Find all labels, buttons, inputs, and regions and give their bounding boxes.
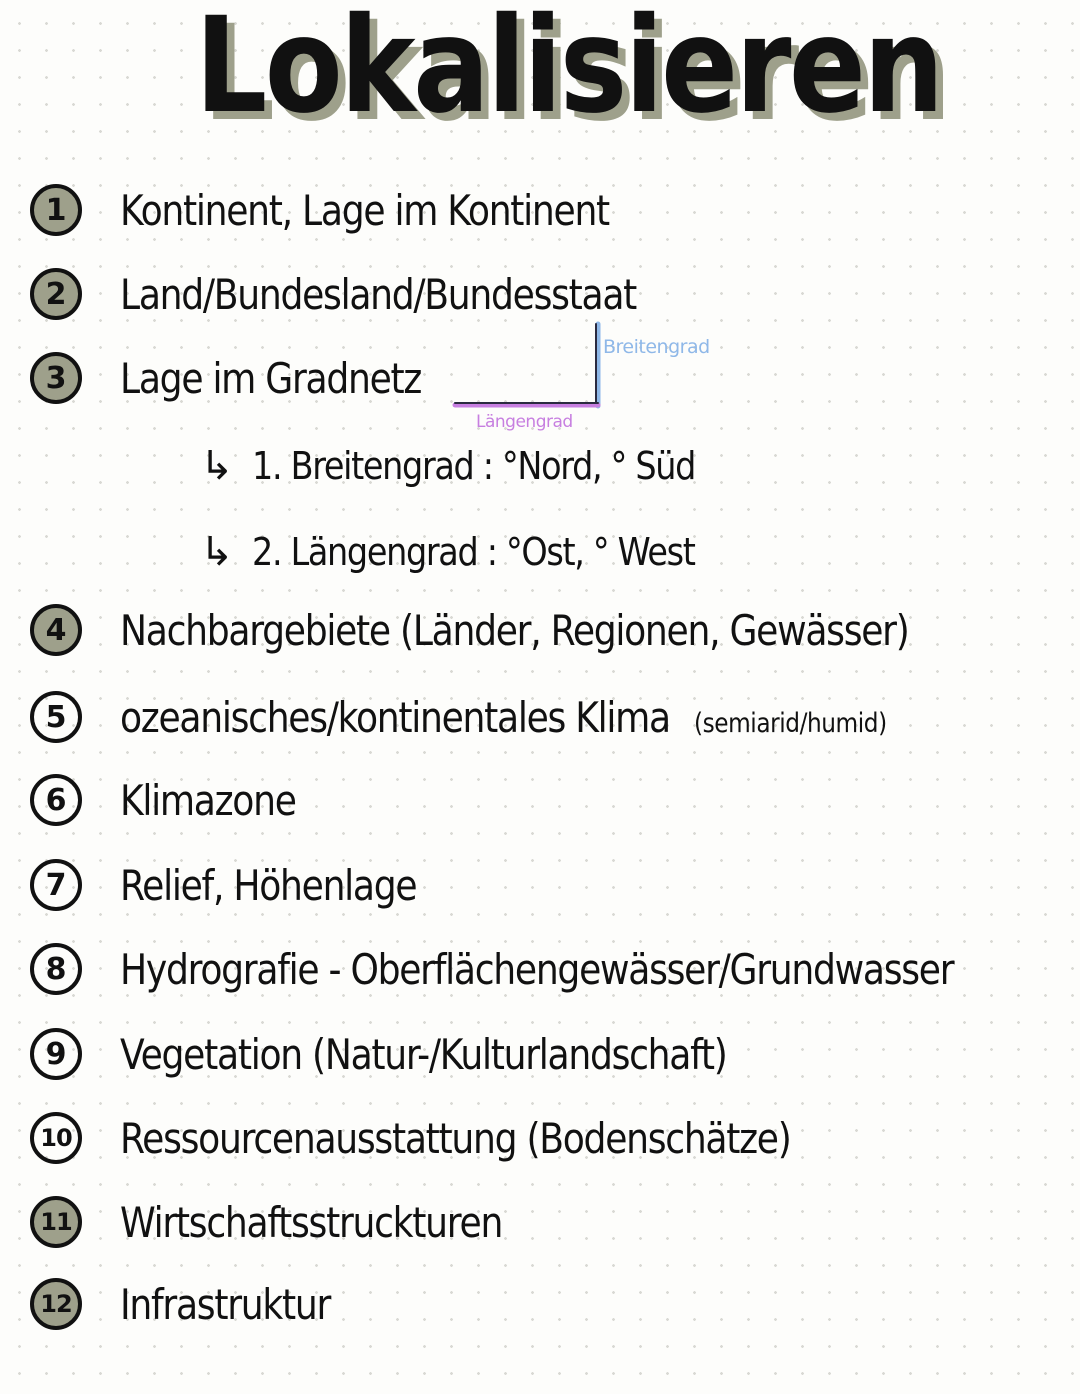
sub-item xyxy=(200,522,754,582)
list-item-label: Nachbargebiete (Länder, Regionen, Gewässer) xyxy=(120,605,909,655)
number-badge: 4 xyxy=(30,604,82,656)
sub-item xyxy=(200,436,755,496)
list-item xyxy=(30,1190,564,1254)
list-item-label: Vegetation (Natur-/Kulturlandschaft) xyxy=(120,1029,727,1079)
list-item-label: Klimazone xyxy=(120,775,296,825)
number-badge: 5 xyxy=(30,691,82,743)
number-badge: 1 xyxy=(30,184,82,236)
list-item xyxy=(30,937,1080,1001)
list-item-label: Kontinent, Lage im Kontinent xyxy=(120,185,609,235)
number-badge: 10 xyxy=(30,1112,82,1164)
list-item-text: ozeanisches/kontinentales Klima xyxy=(120,692,670,742)
page-title: Lokalisieren xyxy=(195,0,942,143)
list-item xyxy=(30,685,1012,749)
number-badge: 12 xyxy=(30,1278,82,1330)
list-item-label: Lage im Gradnetz xyxy=(120,353,422,403)
longitude-label: Längengrad xyxy=(476,412,573,432)
latitude-label: Breitengrad xyxy=(603,336,710,358)
number-badge: 9 xyxy=(30,1028,82,1080)
sub-item-label: 2. Längengrad : °Ost, ° West xyxy=(251,530,695,574)
list-item-label: Wirtschaftsstruckturen xyxy=(120,1197,503,1247)
list-item xyxy=(30,853,465,917)
list-item xyxy=(30,1106,900,1170)
number-badge: 8 xyxy=(30,943,82,995)
list-item xyxy=(30,598,1037,662)
list-item xyxy=(30,1022,825,1086)
list-item-label xyxy=(120,693,887,742)
list-item-label: Infrastruktur xyxy=(120,1279,331,1329)
list-item xyxy=(30,346,470,410)
arrow-icon: ↳ xyxy=(200,443,234,489)
list-item xyxy=(30,768,324,832)
number-badge: 7 xyxy=(30,859,82,911)
number-badge: 2 xyxy=(30,268,82,320)
list-item xyxy=(30,178,689,242)
list-item-note: (semiarid/humid) xyxy=(693,707,887,739)
list-item-label: Relief, Höhenlage xyxy=(120,860,417,910)
number-badge: 3 xyxy=(30,352,82,404)
sub-item-label: 1. Breitengrad : °Nord, ° Süd xyxy=(251,444,695,488)
number-badge: 6 xyxy=(30,774,82,826)
arrow-icon: ↳ xyxy=(200,529,234,575)
list-item xyxy=(30,262,720,326)
list-item xyxy=(30,1272,364,1336)
list-item-label: Land/Bundesland/Bundesstaat xyxy=(120,269,637,319)
list-item-label: Ressourcenausstattung (Bodenschätze) xyxy=(120,1113,791,1163)
number-badge: 11 xyxy=(30,1196,82,1248)
list-item-label: Hydrografie - Oberflächengewässer/Grundwasser xyxy=(120,944,954,994)
